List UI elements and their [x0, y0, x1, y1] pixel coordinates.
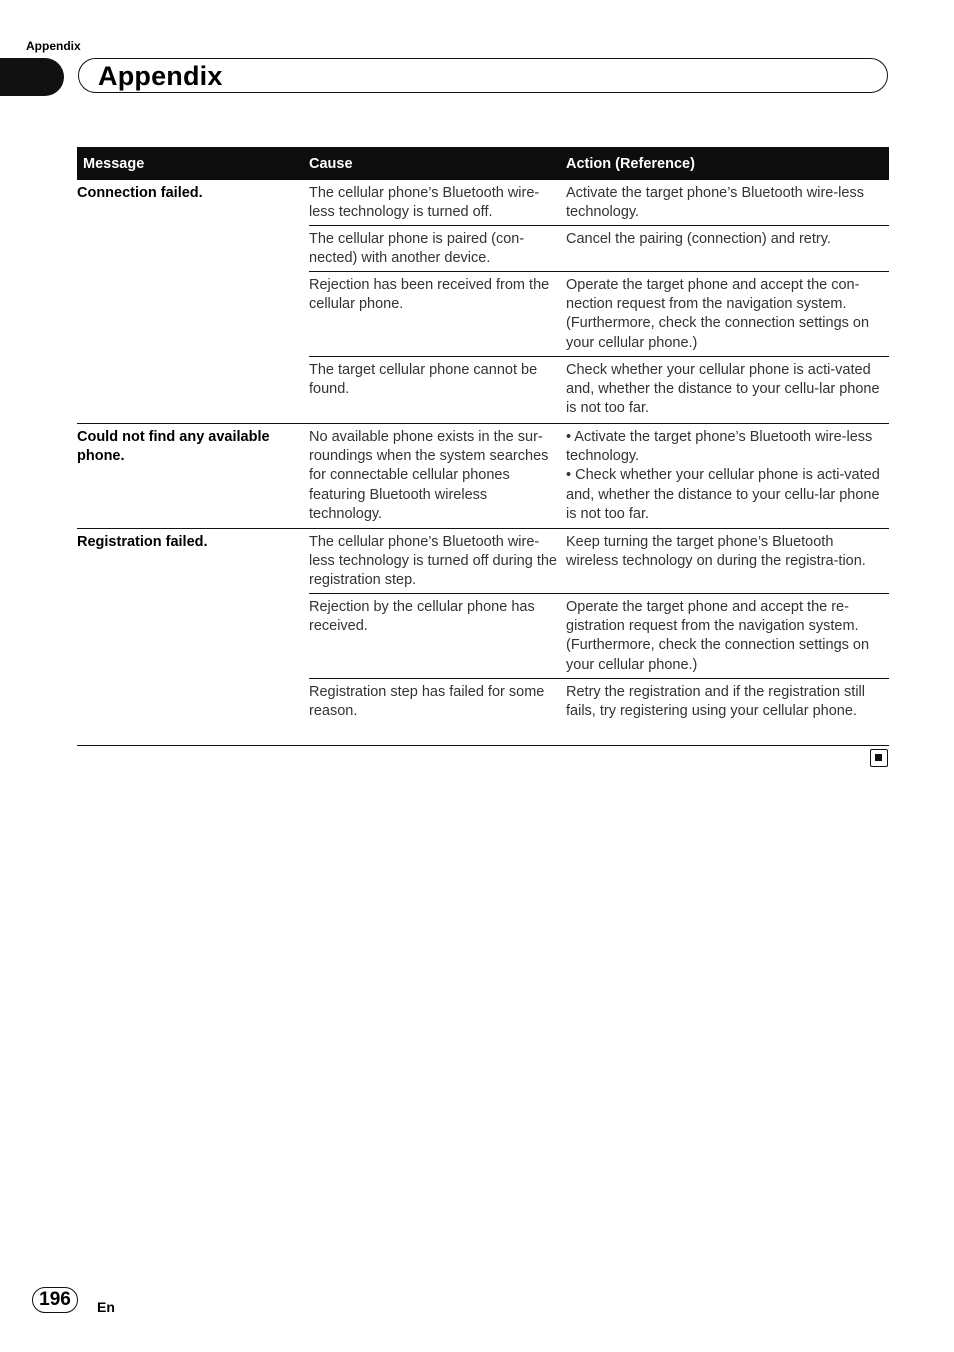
message-cell: Connection failed.: [77, 185, 203, 201]
action-text: Retry the registration and if the registration still fails, try registering using your cellular phone.: [566, 684, 865, 720]
action-text: Cancel the pairing (connection) and retry.: [566, 231, 831, 247]
action-cell: [566, 683, 889, 737]
table-row: [309, 594, 889, 679]
table-row: [309, 180, 889, 226]
table-group-registration-failed: [77, 529, 889, 746]
action-text: Keep turning the target phone’s Bluetooth wireless technology on during the registra-tion.: [566, 534, 866, 570]
error-message-table: [77, 147, 889, 746]
end-of-section-icon: [870, 749, 888, 767]
action-cell: [566, 184, 889, 221]
action-cell: [566, 230, 889, 263]
table-header: [77, 147, 889, 180]
action-text: Activate the target phone’s Bluetooth wire-less technology.: [566, 185, 864, 221]
cause-cell: Registration step has failed for some reason.: [309, 684, 545, 720]
column-header-action: Action (Reference): [566, 155, 695, 172]
action-bullet: • Check whether your cellular phone is acti-vated and, whether the distance to your cellu-lar phone is not too far.: [566, 467, 880, 522]
action-cell: [566, 361, 889, 415]
action-text: Check whether your cellular phone is acti-vated and, whether the distance to your cellu-lar phone is not too far.: [566, 362, 880, 417]
cause-cell: Rejection by the cellular phone has received.: [309, 599, 535, 635]
action-cell: [566, 598, 889, 673]
action-cell: [566, 428, 889, 520]
table-row: [309, 226, 889, 272]
table-row: [309, 272, 889, 357]
page-title: Appendix: [98, 61, 223, 91]
action-text: Operate the target phone and accept the con-nection request from the navigation system. (Furthermore, check the connection settings on your cellular phone.): [566, 277, 870, 351]
action-text: Operate the target phone and accept the re-gistration request from the navigation system. (Furthermore, check the connection settings on your cellular phone.): [566, 599, 870, 673]
action-cell: [566, 276, 889, 351]
action-bullet: • Activate the target phone’s Bluetooth wire-less technology.: [566, 429, 873, 465]
section-tab: [0, 58, 64, 96]
table-row: [309, 679, 889, 745]
page-number: 196: [39, 1289, 71, 1310]
language-code: En: [97, 1299, 115, 1315]
cause-cell: The cellular phone’s Bluetooth wire-less technology is turned off.: [309, 185, 540, 221]
table-group-connection-failed: [77, 180, 889, 424]
action-cell: [566, 533, 889, 585]
column-header-message: Message: [83, 155, 145, 172]
message-cell: Could not find any available phone.: [77, 429, 270, 464]
cause-cell: The cellular phone is paired (con-nected) with another device.: [309, 231, 525, 267]
column-header-cause: Cause: [309, 155, 353, 172]
cause-cell: Rejection has been received from the cellular phone.: [309, 277, 550, 313]
cause-cell: The target cellular phone cannot be found.: [309, 362, 538, 398]
message-cell: Registration failed.: [77, 534, 208, 550]
table-group-could-not-find-phone: [77, 424, 889, 529]
table-row: [309, 357, 889, 423]
cause-cell: No available phone exists in the sur-roundings when the system searches for connectable cellular phones featuring Bluetooth wireless technology.: [309, 429, 549, 522]
cause-cell: The cellular phone’s Bluetooth wire-less technology is turned off during the registration step.: [309, 534, 558, 589]
running-head: Appendix: [26, 39, 81, 53]
table-row: [309, 529, 889, 594]
table-row: [309, 424, 889, 528]
